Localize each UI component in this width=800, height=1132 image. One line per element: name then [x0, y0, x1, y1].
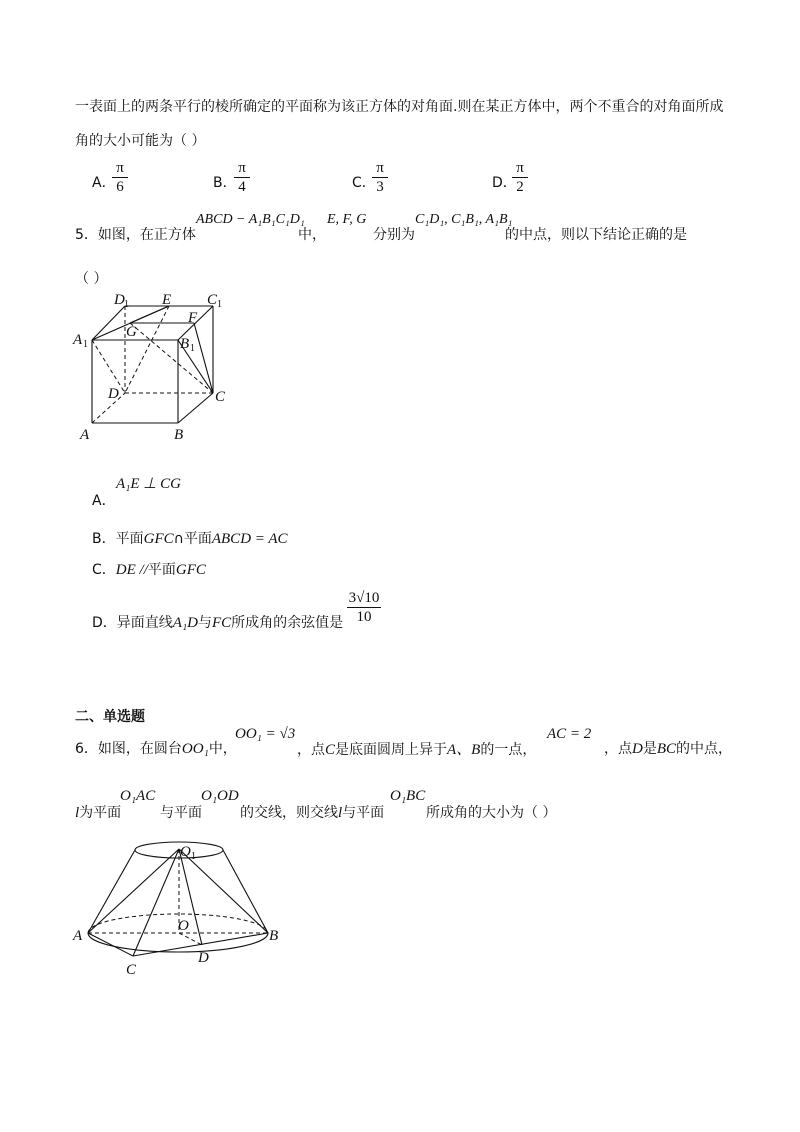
q6-p8: 的中点，	[676, 741, 733, 757]
q5-option-d-m1: A₁D	[172, 615, 198, 631]
q5-option-b-m1: GFC	[143, 531, 174, 547]
cube-label-c1: C	[207, 292, 218, 308]
q6-p5: 的一点，	[480, 742, 537, 758]
fraction-denominator: 10	[356, 609, 372, 625]
q5-option-c-t1: 平面	[147, 562, 176, 578]
cube-label-b1: B	[180, 336, 190, 352]
q6-cond2: AC = 2	[547, 726, 592, 742]
q6-p9: 为平面	[79, 805, 122, 821]
cube-label-f: F	[188, 310, 198, 326]
q6-p10: 与平面	[160, 805, 202, 821]
q6-cond1: OO₁ = √3	[235, 726, 296, 742]
q4-option-a-fraction	[112, 160, 128, 195]
frustum-figure	[68, 836, 288, 981]
q5-points: E, F, G	[327, 212, 367, 227]
cube-label-c1-sub: 1	[217, 299, 222, 310]
q6-p1: 6．如图，在圆台	[75, 741, 182, 757]
cube-label-b: B	[174, 427, 184, 443]
q4-option-c-fraction	[372, 160, 388, 195]
q6-p7: 是	[642, 741, 657, 757]
cube-figure	[70, 290, 240, 445]
q5-option-d-t3: 所成角的余弦值是	[231, 615, 344, 631]
q5-edges: C₁D₁, C₁B₁, A₁B₁	[415, 212, 513, 227]
q6-line1c	[604, 738, 732, 758]
fraction-numerator: π	[516, 160, 524, 176]
q5-prefix: 5．如图，在正方体	[75, 227, 196, 243]
cube-label-b1-sub: 1	[190, 343, 195, 354]
q5-cube-name: ABCD − A₁B₁C₁D₁	[196, 212, 305, 227]
q5-option-b	[92, 528, 288, 548]
fraction-numerator: 3√10	[348, 590, 380, 606]
frustum-label-o: O	[178, 918, 189, 934]
fraction-numerator: π	[376, 160, 384, 176]
fraction-denominator: 6	[116, 179, 124, 195]
q6-p4: 是底面圆周上异于	[335, 742, 448, 758]
q5-option-a-letter: A．	[92, 493, 116, 509]
q4-text-line2: 角的大小可能为（ ）	[75, 133, 206, 149]
cube-label-d: D	[108, 386, 119, 402]
q5-option-a-math: A₁E ⊥ CG	[116, 476, 181, 492]
q5-option-d-t2: 与	[198, 615, 212, 631]
q4-option-c-letter: C．	[352, 175, 376, 191]
q5-stem	[75, 224, 196, 244]
q6-l2: l	[338, 805, 343, 821]
q5-option-d-letter: D．	[92, 615, 117, 631]
fraction-denominator: 3	[376, 179, 384, 195]
q6-l: l	[75, 805, 80, 821]
cube-label-c: C	[215, 389, 226, 405]
q6-ab: A、B	[447, 742, 481, 758]
section-title: 二、单选题	[75, 709, 145, 725]
q5-paren: （ ）	[75, 271, 108, 287]
q6-line2b	[240, 802, 384, 822]
q5-option-b-t2: ∩平面	[173, 531, 212, 547]
q6-point-c: C	[325, 742, 336, 758]
q5-zhong: 中，	[298, 227, 326, 243]
q5-option-d-fraction	[347, 590, 381, 625]
q5-option-c-letter: C．	[92, 562, 116, 578]
q6-plane2: O₁OD	[201, 788, 239, 804]
frustum-label-b: B	[269, 928, 279, 944]
q6-p2: 中，	[208, 741, 237, 757]
frustum-label-d: D	[198, 950, 209, 966]
q6-plane1: O₁AC	[120, 788, 156, 804]
q5-option-b-letter: B．	[92, 531, 116, 547]
q4-text-line1: 一表面上的两条平行的棱所确定的平面称为该正方体的对角面.则在某正方体中，两个不重合的对角面所成	[75, 99, 724, 115]
q6-point-d: D	[632, 741, 643, 757]
q6-p12: 与平面	[342, 805, 385, 821]
q5-option-b-t1: 平面	[115, 531, 144, 547]
frustum-label-c: C	[126, 962, 137, 978]
cube-label-d1: D	[114, 292, 125, 308]
q5-option-c	[92, 559, 206, 579]
q5-option-d-m2: FC	[212, 615, 232, 631]
cube-label-a1: A	[73, 332, 83, 348]
q6-p11: 的交线，则交线	[240, 805, 338, 821]
q5-option-c-m2: GFC	[175, 562, 206, 578]
q6-line1	[75, 738, 237, 758]
q6-p13: 所成角的大小为（ ）	[426, 805, 557, 821]
frustum-label-o1: O	[180, 844, 191, 860]
q5-fenbie: 分别为	[373, 227, 415, 243]
q4-option-b-letter: B．	[213, 175, 237, 191]
cube-label-d1-sub: 1	[124, 299, 129, 310]
cube-label-a1-sub: 1	[83, 339, 88, 350]
q5-option-d-t1: 异面直线	[116, 615, 173, 631]
q6-p6: ，点	[604, 741, 632, 757]
q4-option-a-letter: A．	[92, 175, 116, 191]
fraction-numerator: π	[116, 160, 124, 176]
q6-bc: BC	[656, 741, 677, 757]
cube-label-a: A	[80, 427, 90, 443]
fraction-denominator: 2	[516, 179, 524, 195]
cube-label-g: G	[126, 324, 137, 340]
q6-line1b	[297, 738, 536, 759]
cube-label-e: E	[162, 292, 172, 308]
q5-option-b-m2: ABCD = AC	[211, 531, 288, 547]
q6-p3: ，点	[297, 742, 325, 758]
frustum-label-a: A	[73, 928, 83, 944]
fraction-denominator: 4	[238, 179, 246, 195]
q6-oo1: OO₁	[181, 741, 209, 757]
q5-option-c-m1: DE //	[115, 562, 148, 578]
q4-option-d-letter: D．	[492, 175, 517, 191]
q5-option-d	[92, 612, 343, 632]
fraction-numerator: π	[238, 160, 246, 176]
q4-option-b-fraction	[234, 160, 250, 195]
q4-option-d-fraction	[512, 160, 528, 195]
q6-line2a	[75, 802, 121, 822]
q5-suffix: 的中点，则以下结论正确的是	[505, 227, 687, 243]
frustum-label-o1-sub: 1	[191, 851, 196, 862]
q6-plane3: O₁BC	[390, 788, 426, 804]
